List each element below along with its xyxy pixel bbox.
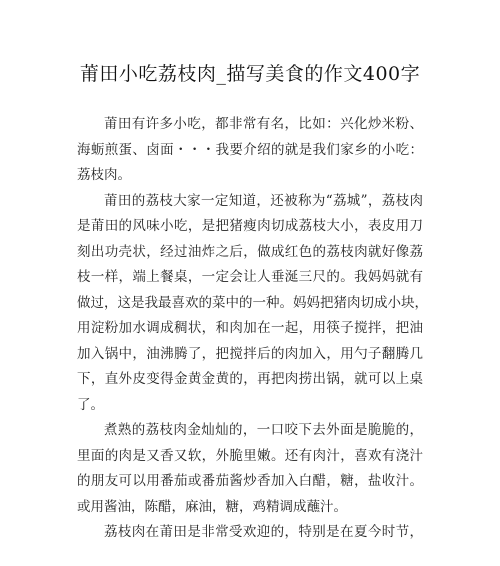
text-line: 下，直外皮变得金黄金黄的，再把肉捞出锅，就可以上桌 [77,371,423,387]
text-line: 是莆田的风味小吃，是把猪瘦肉切成荔枝大小，表皮用刀 [77,218,423,234]
text-line: 加入锅中，油沸腾了，把搅拌后的肉加入，用勺子翻腾几 [77,345,423,362]
text-line: 的朋友可以用番茄或番茄酱炒香加入白醋，糖，盐收汁。 [77,473,423,489]
text-line: 里面的肉是又香又软，外脆里嫩。还有肉汁，喜欢有浇汁 [77,447,423,464]
text-line: 用淀粉加水调成稠状，和肉加在一起，用筷子搅拌，把油 [77,320,423,336]
text-line: 荔枝肉。 [77,167,131,183]
text-line: 煮熟的荔枝肉金灿灿的，一口咬下去外面是脆脆的， [104,422,423,438]
paragraph-4 [77,520,423,546]
text-line: 了。 [77,396,104,413]
paragraph-1 [77,112,423,189]
page-bottom-fade [0,546,500,566]
paragraph-2 [77,189,428,419]
text-line: 或用酱油，陈醋，麻油，糖，鸡精调成蘸汁。 [77,498,347,515]
text-line: 刻出功壳状，经过油炸之后，做成红色的荔枝肉就好像荔 [77,243,423,260]
document-title: 莆田小吃荔枝肉_描写美食的作文400字 [79,63,421,85]
document-body [77,112,428,546]
text-line: 荔枝肉在莆田是非常受欢迎的，特别是在夏今时节， [104,524,423,540]
text-line: 枝一样，端上餐桌，一定会让人垂涎三尺的。我妈妈就有 [77,269,423,285]
text-line: 做过，这是我最喜欢的菜中的一种。妈妈把猪肉切成小块， [77,294,428,311]
text-line: 莆田的荔枝大家一定知道，还被称为“荔城”，荔枝肉 [104,192,423,209]
text-line: 莆田有许多小吃，都非常有名，比如：兴化炒米粉、 [104,116,423,132]
text-line: 海蛎煎蛋、卤面・・・我要介绍的就是我们家乡的小吃： [77,141,423,158]
paragraph-3 [77,418,423,520]
